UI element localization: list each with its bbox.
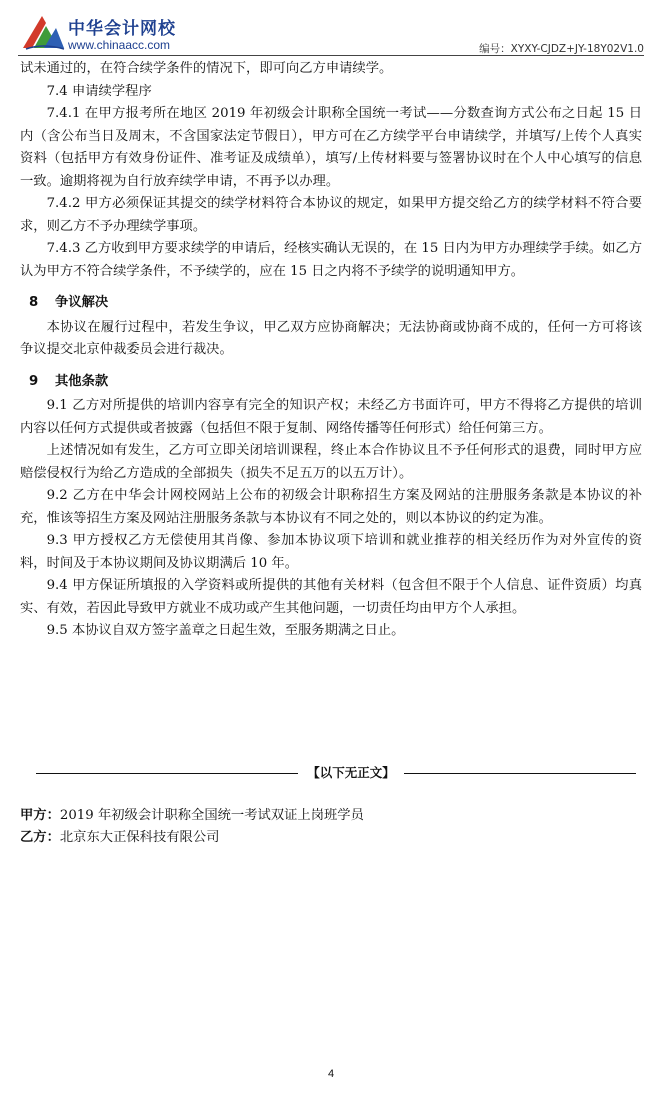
- section-9-title: 其他条款: [55, 373, 109, 389]
- clause-8: 本协议在履行过程中，若发生争议，甲乙双方应协商解决；无法协商或协商不成的，任何一方可将该争议提交北京仲裁委员会进行裁决。: [20, 319, 642, 357]
- party-b: [20, 828, 219, 848]
- document-number: 编号：XYXY-CJDZ+JY-18Y02V1.0: [479, 43, 644, 55]
- site-url: www.chinaacc.com: [68, 38, 171, 52]
- party-b-value: 北京东大正保科技有限公司: [59, 830, 220, 845]
- section-8-title: 争议解决: [55, 295, 109, 310]
- clause-9-2: 9.2 乙方在中华会计网校网站上公布的初级会计职称招生方案及网站的注册服务条款是本协议的补充，惟该等招生方案及网站注册服务条款与本协议有不同之处的，则以本协议的约定为准。: [20, 488, 642, 526]
- header-divider: [18, 55, 644, 56]
- end-mark-label: 【以下无正文】: [307, 765, 395, 780]
- agreement-body: [20, 58, 642, 643]
- clause-9-3: 9.3 甲方授权乙方无偿使用其肖像、参加本协议项下培训和就业推荐的相关经历作为对外宣传的资料，时间及于本协议期间及协议期满后 10 年。: [20, 533, 642, 571]
- clause-9-5: 9.5 本协议自双方签字盖章之日起生效，至服务期满之日止。: [46, 623, 405, 638]
- clause-9-1: 9.1 乙方对所提供的培训内容享有完全的知识产权；未经乙方书面许可，甲方不得将乙方提供的培训内容以任何方式提供或者披露（包括但不限于复制、网络传播等任何形式）给任何第三方。: [20, 398, 642, 436]
- section-8-number: 8: [29, 295, 39, 310]
- clause-9-4: 9.4 甲方保证所填报的入学资料或所提供的其他有关材料（包含但不限于个人信息、证件资质）均真实、有效，若因此导致甲方就业不成功或产生其他问题，一切责任均由甲方个人承担。: [20, 578, 642, 616]
- chinaacc-logo-icon: [20, 12, 66, 52]
- clause-7-4: 7.4 申请续学程序: [46, 83, 152, 99]
- end-mark-right-rule: [404, 773, 636, 774]
- party-a: [20, 806, 364, 826]
- section-9-heading: [20, 371, 642, 394]
- page-number: 4: [327, 1068, 335, 1080]
- end-mark-left-rule: [36, 773, 298, 774]
- section-8-heading: [20, 292, 642, 315]
- party-a-label: 甲方：: [20, 808, 60, 823]
- party-a-value: 2019 年初级会计职称全国统一考试双证上岗班学员: [59, 808, 364, 823]
- clause-7-4-1: 7.4.1 在甲方报考所在地区 2019 年初级会计职称全国统一考试——分数查询方式公布之日起 15 日内（含公布当日及周末，不含国家法定节假日），甲方可在乙方续学平台申请续学，并填写/上传个人真实资料（包括甲方有效身份证件、准考证及成绩单），填写/上传材料要与签署协议时在个人中心填写的信息一致。逾期将视为自行放弃续学申请，不再予以办理。: [20, 106, 642, 189]
- end-of-text-marker: [36, 763, 636, 783]
- clause-9-1-supplement: 上述情况如有发生，乙方可立即关闭培训课程，终止本合作协议且不予任何形式的退费，同时甲方应赔偿侵权行为给乙方造成的全部损失（损失不足五万的以五万计）。: [20, 443, 642, 481]
- brand-name: 中华会计网校: [68, 19, 176, 39]
- clause-7-4-2: 7.4.2 甲方必须保证其提交的续学材料符合本协议的规定，如果甲方提交给乙方的续学材料不符合要求，则乙方不予办理续学事项。: [20, 196, 642, 234]
- clause-7-4-3: 7.4.3 乙方收到甲方要求续学的申请后，经核实确认无误的，在 15 日内为甲方办理续学手续。如乙方认为甲方不符合续学条件，不予续学的，应在 15 日之内将不予续学的说明通知甲方。: [20, 241, 642, 279]
- party-b-label: 乙方：: [20, 830, 60, 845]
- page-header: [0, 0, 662, 58]
- continued-paragraph: 试未通过的，在符合续学条件的情况下，即可向乙方申请续学。: [20, 61, 393, 76]
- section-9-number: 9: [29, 373, 39, 389]
